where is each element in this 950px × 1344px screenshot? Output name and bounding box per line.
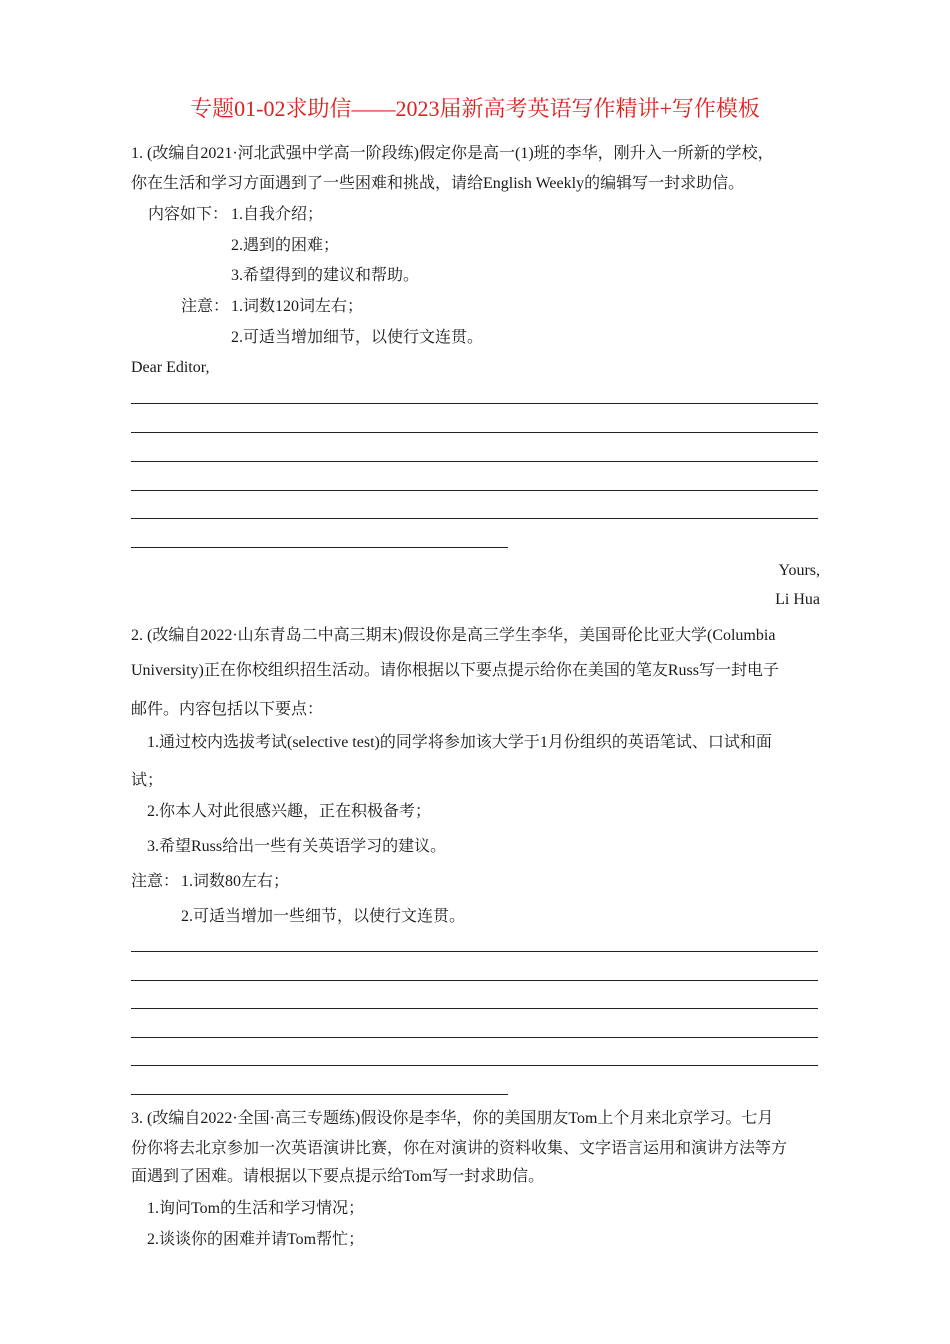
page-title: 专题01-02求助信——2023届新高考英语写作精讲+写作模板	[190, 96, 760, 121]
q3-item-1: 1.询问Tom的生活和学习情况；	[147, 1200, 365, 1217]
answer-line	[131, 951, 818, 952]
answer-line	[131, 461, 818, 462]
answer-line	[131, 1094, 508, 1095]
answer-line	[131, 547, 508, 548]
answer-line	[131, 1008, 818, 1009]
q1-item-3: 3.希望得到的建议和帮助。	[231, 267, 420, 284]
q2-note-2: 2.可适当增加一些细节，以使行文连贯。	[181, 908, 466, 925]
q2-prompt-line-2: University)正在你校组织招生活动。请你根据以下要点提示给你在美国的笔友Russ写一封电子	[131, 662, 780, 679]
q3-prompt-line-2: 份你将去北京参加一次英语演讲比赛，你在对演讲的资料收集、文字语言运用和演讲方法等方	[131, 1140, 788, 1157]
q3-item-2: 2.谈谈你的困难并请Tom帮忙；	[147, 1231, 365, 1248]
q3-prompt-line-3: 面遇到了困难。请根据以下要点提示给Tom写一封求助信。	[131, 1168, 545, 1185]
answer-line	[131, 490, 818, 491]
answer-line	[131, 432, 818, 433]
answer-line	[131, 980, 818, 981]
q1-signature: Li Hua	[775, 591, 820, 608]
q1-content-label: 内容如下：	[148, 206, 229, 223]
q2-note-1: 1.词数80左右；	[181, 873, 290, 890]
q2-prompt-line-1: 2. (改编自2022·山东青岛二中高三期末)假设你是高三学生李华，美国哥伦比亚大学(Columbia	[131, 627, 776, 644]
q1-item-1: 1.自我介绍；	[231, 206, 324, 223]
q1-prompt-line-2: 你在生活和学习方面遇到了一些困难和挑战，请给English Weekly的编辑写一封求助信。	[131, 175, 745, 192]
q1-note-label: 注意：	[181, 298, 230, 315]
q1-prompt-line-1: 1. (改编自2021·河北武强中学高一阶段练)假定你是高一(1)班的李华，刚升入一所新的学校，	[131, 145, 774, 162]
q2-prompt-line-3: 邮件。内容包括以下要点：	[131, 701, 324, 718]
q1-salutation: Dear Editor,	[131, 359, 210, 376]
q2-item-2: 2.你本人对此很感兴趣，正在积极备考；	[147, 803, 432, 820]
q2-note-label: 注意：	[131, 873, 180, 890]
answer-line	[131, 403, 818, 404]
q1-closing: Yours,	[778, 562, 820, 579]
answer-line	[131, 1037, 818, 1038]
q1-item-2: 2.遇到的困难；	[231, 237, 340, 254]
q1-note-1: 1.词数120词左右；	[231, 298, 364, 315]
q3-prompt-line-1: 3. (改编自2022·全国·高三专题练)假设你是李华，你的美国朋友Tom上个月来北京学习。七月	[131, 1110, 774, 1127]
answer-line	[131, 518, 818, 519]
q2-item-1: 1.通过校内选拔考试(selective test)的同学将参加该大学于1月份组织的英语笔试、口试和面	[147, 734, 772, 751]
q1-note-2: 2.可适当增加细节，以使行文连贯。	[231, 329, 484, 346]
answer-line	[131, 1065, 818, 1066]
q2-item-1-cont: 试；	[131, 772, 164, 789]
q2-item-3: 3.希望Russ给出一些有关英语学习的建议。	[147, 838, 447, 855]
